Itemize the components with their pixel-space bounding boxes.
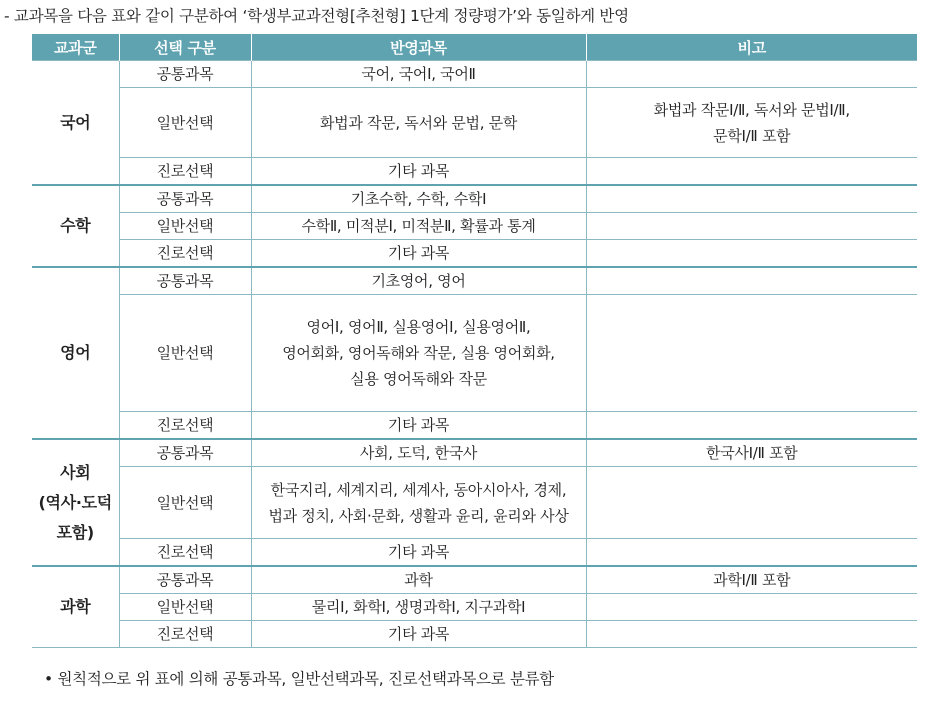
selection-type-cell: 공통과목 <box>119 267 251 295</box>
reflected-subjects-cell: 물리Ⅰ, 화학Ⅰ, 생명과학Ⅰ, 지구과학Ⅰ <box>251 594 586 621</box>
selection-type-cell: 진로선택 <box>119 158 251 186</box>
table-row <box>32 61 917 88</box>
table-row <box>32 158 917 186</box>
header-selection-type: 선택 구분 <box>119 34 251 61</box>
selection-type-cell: 공통과목 <box>119 566 251 594</box>
subject-group-name: 과학 <box>32 566 119 648</box>
table-row <box>32 213 917 240</box>
reflected-subjects-cell: 기타 과목 <box>251 240 586 268</box>
selection-type-cell: 진로선택 <box>119 539 251 567</box>
remarks-cell <box>586 412 917 440</box>
subject-group-name: 수학 <box>32 185 119 267</box>
reflected-subjects-cell: 기초영어, 영어 <box>251 267 586 295</box>
reflected-subjects-cell: 수학Ⅱ, 미적분Ⅰ, 미적분Ⅱ, 확률과 통계 <box>251 213 586 240</box>
remarks-cell <box>586 213 917 240</box>
table-row <box>32 594 917 621</box>
table-row <box>32 566 917 594</box>
selection-type-cell: 일반선택 <box>119 467 251 539</box>
reflected-subjects-cell: 기초수학, 수학, 수학Ⅰ <box>251 185 586 213</box>
reflected-subjects-cell: 기타 과목 <box>251 539 586 567</box>
footnote: • 원칙적으로 위 표에 의해 공통과목, 일반선택과목, 진로선택과목으로 분류함 <box>44 670 554 688</box>
reflected-subjects-cell: 기타 과목 <box>251 158 586 186</box>
selection-type-cell: 공통과목 <box>119 439 251 467</box>
table-row <box>32 88 917 158</box>
remarks-cell <box>586 185 917 213</box>
table-header-row <box>32 34 917 61</box>
remarks-cell <box>586 295 917 412</box>
remarks-cell <box>586 539 917 567</box>
remarks-cell <box>586 267 917 295</box>
remarks-cell <box>586 158 917 186</box>
table-row <box>32 240 917 268</box>
reflected-subjects-cell: 과학 <box>251 566 586 594</box>
table-body <box>32 61 917 648</box>
remarks-cell <box>586 240 917 268</box>
subject-group-name: 국어 <box>32 61 119 186</box>
subject-classification-table <box>32 34 917 648</box>
header-reflected-subjects: 반영과목 <box>251 34 586 61</box>
reflected-subjects-cell: 사회, 도덕, 한국사 <box>251 439 586 467</box>
remarks-cell: 화법과 작문Ⅰ/Ⅱ, 독서와 문법Ⅰ/Ⅱ, 문학Ⅰ/Ⅱ 포함 <box>586 88 917 158</box>
remarks-cell <box>586 594 917 621</box>
reflected-subjects-cell: 화법과 작문, 독서와 문법, 문학 <box>251 88 586 158</box>
selection-type-cell: 일반선택 <box>119 594 251 621</box>
selection-type-cell: 일반선택 <box>119 295 251 412</box>
reflected-subjects-cell: 기타 과목 <box>251 621 586 648</box>
table-row <box>32 412 917 440</box>
remarks-cell: 과학Ⅰ/Ⅱ 포함 <box>586 566 917 594</box>
selection-type-cell: 공통과목 <box>119 185 251 213</box>
table-row <box>32 267 917 295</box>
remarks-cell <box>586 61 917 88</box>
selection-type-cell: 일반선택 <box>119 213 251 240</box>
remarks-cell <box>586 467 917 539</box>
subject-group-name: 영어 <box>32 267 119 439</box>
remarks-cell: 한국사Ⅰ/Ⅱ 포함 <box>586 439 917 467</box>
selection-type-cell: 일반선택 <box>119 88 251 158</box>
selection-type-cell: 진로선택 <box>119 240 251 268</box>
table-row <box>32 185 917 213</box>
table-row <box>32 439 917 467</box>
reflected-subjects-cell: 국어, 국어Ⅰ, 국어Ⅱ <box>251 61 586 88</box>
reflected-subjects-cell: 기타 과목 <box>251 412 586 440</box>
header-remarks: 비고 <box>586 34 917 61</box>
reflected-subjects-cell: 영어Ⅰ, 영어Ⅱ, 실용영어Ⅰ, 실용영어Ⅱ, 영어회화, 영어독해와 작문, 실용 영어회화, 실용 영어독해와 작문 <box>251 295 586 412</box>
table-row <box>32 539 917 567</box>
table-row <box>32 295 917 412</box>
selection-type-cell: 공통과목 <box>119 61 251 88</box>
selection-type-cell: 진로선택 <box>119 412 251 440</box>
subject-group-name: 사회 (역사·도덕 포함) <box>32 439 119 566</box>
header-subject-group: 교과군 <box>32 34 119 61</box>
table-row <box>32 621 917 648</box>
selection-type-cell: 진로선택 <box>119 621 251 648</box>
reflected-subjects-cell: 한국지리, 세계지리, 세계사, 동아시아사, 경제, 법과 정치, 사회·문화, 생활과 윤리, 윤리와 사상 <box>251 467 586 539</box>
intro-text: - 교과목을 다음 표와 같이 구분하여 ‘학생부교과전형[추천형] 1단계 정량평가’와 동일하게 반영 <box>4 7 629 25</box>
remarks-cell <box>586 621 917 648</box>
table-row <box>32 467 917 539</box>
